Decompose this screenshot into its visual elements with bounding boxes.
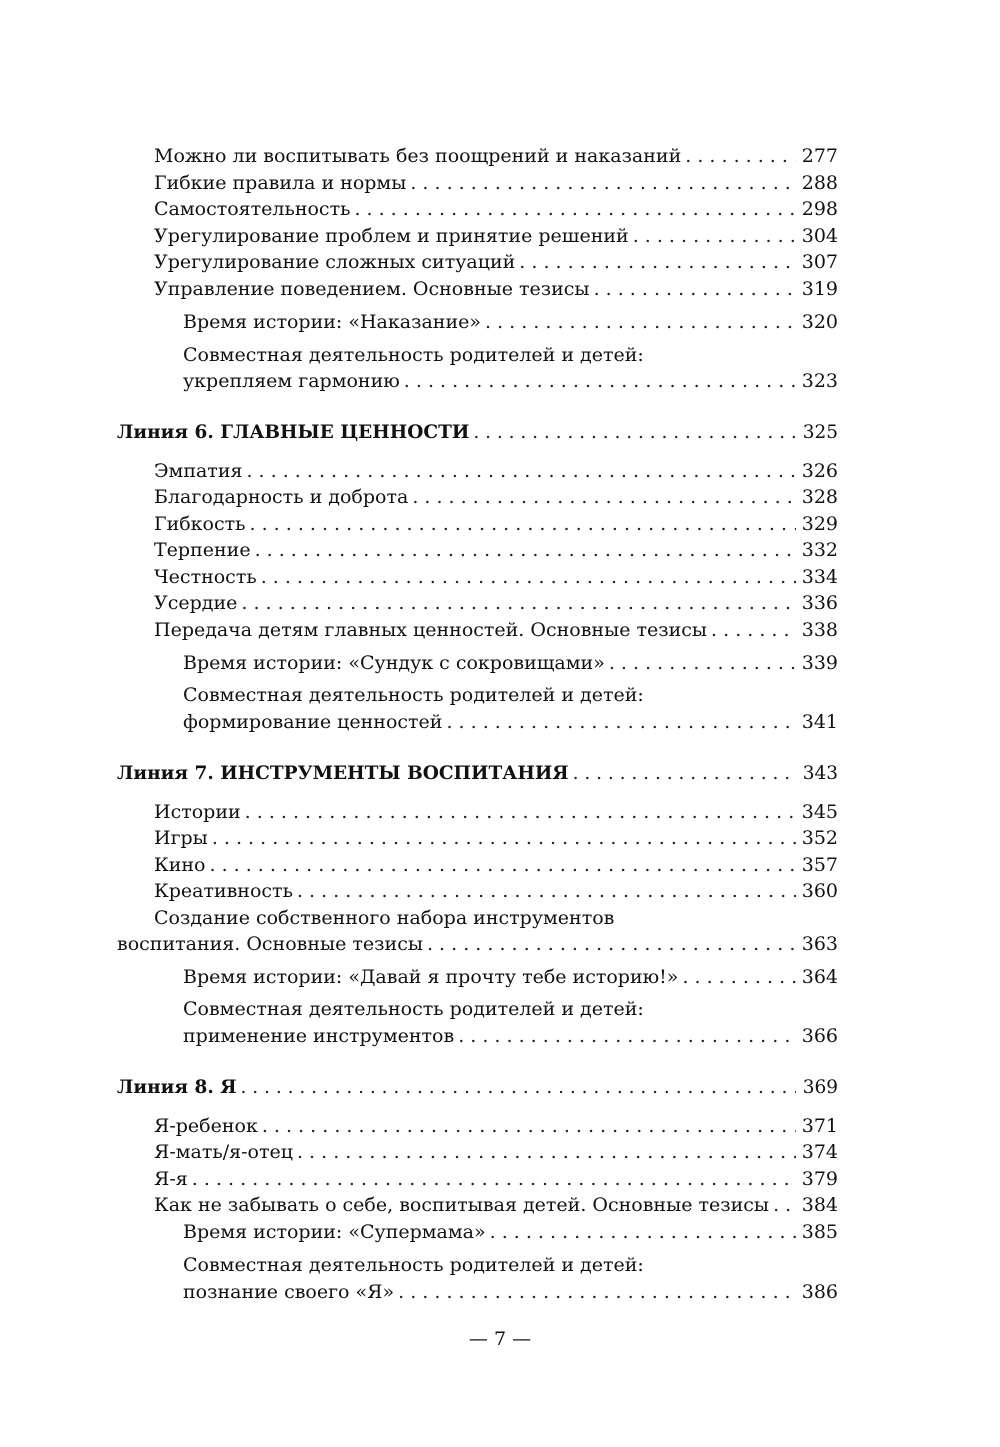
toc-entry-title: Я-ребенок: [154, 1115, 258, 1137]
toc-entry-page: 364: [801, 966, 838, 988]
toc-entry: [117, 170, 838, 196]
toc-entry: [117, 143, 838, 169]
toc-entry-title: воспитания. Основные тезисы: [117, 933, 423, 955]
toc-entry-first-line: Совместная деятельность родителей и детей:: [183, 344, 644, 366]
dot-leader: [773, 1192, 796, 1218]
toc-section-title: Линия 6. ГЛАВНЫЕ ЦЕННОСТИ: [117, 422, 470, 443]
toc-entry-page: 384: [801, 1194, 838, 1216]
toc-entry-title: Честность: [154, 566, 257, 588]
dot-leader: [212, 825, 796, 851]
toc-entry-page: 307: [801, 251, 838, 273]
toc-entry-title: формирование ценностей: [183, 711, 443, 733]
dot-leader: [410, 170, 796, 196]
toc-entry-page: 345: [801, 801, 838, 823]
toc-entry-title: Время истории: «Наказание»: [183, 311, 481, 333]
toc-entry: [117, 511, 838, 537]
toc-entry-title: познание своего «Я»: [183, 1281, 395, 1303]
toc-entry-first-line: Создание собственного набора инструментов: [154, 907, 615, 929]
toc-section-title: Линия 7. ИНСТРУМЕНТЫ ВОСПИТАНИЯ: [117, 763, 569, 784]
toc-entry-title: Игры: [154, 827, 208, 849]
dot-leader: [255, 537, 796, 563]
toc-entry: [117, 709, 838, 735]
page-number: — 7 —: [468, 1328, 532, 1350]
toc-entry-title: Я-я: [154, 1168, 188, 1190]
toc-entry-page: 341: [801, 711, 838, 733]
toc-entry-page: 339: [801, 652, 838, 674]
dot-leader: [262, 1113, 796, 1139]
toc-entry-title: Как не забывать о себе, воспитывая детей. Основные тезисы: [154, 1194, 770, 1216]
table-of-contents: [117, 0, 838, 1447]
toc-entry: [117, 964, 838, 990]
toc-entry: [117, 931, 838, 957]
toc-entry-title: Усердие: [154, 592, 238, 614]
toc-entry-title: Урегулирование проблем и принятие решений: [154, 225, 629, 247]
toc-entry-page: 338: [801, 619, 838, 641]
toc-entry: [117, 368, 838, 394]
toc-entry-title: Гибкие правила и нормы: [154, 172, 407, 194]
dot-leader: [246, 458, 796, 484]
dot-leader: [241, 1075, 796, 1101]
toc-entry-title: Урегулирование сложных ситуаций: [154, 251, 516, 273]
toc-entry: [117, 564, 838, 590]
toc-entry: [117, 617, 838, 643]
toc-entry-title: Кино: [154, 854, 206, 876]
toc-entry: [117, 1219, 838, 1245]
dot-leader: [412, 484, 796, 510]
toc-entry: [117, 825, 838, 851]
dot-leader: [573, 761, 796, 787]
dot-leader: [473, 420, 796, 446]
dot-leader: [490, 1219, 796, 1245]
toc-entry-page: 325: [802, 422, 838, 443]
dot-leader: [250, 511, 797, 537]
toc-entry-page: 379: [801, 1168, 838, 1190]
toc-entry: [117, 458, 838, 484]
toc-entry: [117, 484, 838, 510]
toc-entry-title: Управление поведением. Основные тезисы: [154, 278, 590, 300]
toc-entry-page: 360: [801, 880, 838, 902]
toc-entry-title: Время истории: «Супермама»: [183, 1221, 486, 1243]
toc-entry-title: укрепляем гармонию: [183, 370, 400, 392]
toc-entry: [117, 1192, 838, 1218]
toc-entry: [117, 878, 838, 904]
toc-section-heading: [117, 761, 838, 787]
toc-entry-title: Я-мать/я-отец: [154, 1141, 293, 1163]
dot-leader: [633, 223, 796, 249]
dot-leader: [427, 931, 796, 957]
toc-entry: [117, 1166, 838, 1192]
toc-entry-title: Креативность: [154, 880, 293, 902]
toc-section-title: Линия 8. Я: [117, 1077, 237, 1098]
toc-entry: [117, 650, 838, 676]
dot-leader: [241, 590, 796, 616]
dot-leader: [297, 1139, 796, 1165]
toc-entry-page: 371: [801, 1115, 838, 1137]
dot-leader: [682, 964, 796, 990]
dot-leader: [485, 309, 796, 335]
toc-entry-page: 288: [801, 172, 838, 194]
toc-entry: [117, 276, 838, 302]
toc-entry-title: Самостоятельность: [154, 198, 351, 220]
toc-entry: [117, 852, 838, 878]
dot-leader: [446, 709, 796, 735]
toc-entry-page: 319: [801, 278, 838, 300]
toc-entry: [117, 799, 838, 825]
toc-entry-page: 363: [801, 933, 838, 955]
toc-entry-page: 329: [801, 513, 838, 535]
toc-entry-page: 369: [802, 1077, 838, 1098]
toc-entry: [117, 196, 838, 222]
toc-entry-page: 386: [801, 1281, 838, 1303]
toc-entry-page: 374: [801, 1141, 838, 1163]
toc-entry-page: 334: [801, 566, 838, 588]
toc-entry-title: Время истории: «Давай я прочту тебе историю!»: [183, 966, 679, 988]
dot-leader: [209, 852, 796, 878]
toc-entry-page: 385: [801, 1221, 838, 1243]
toc-entry-first-line: Совместная деятельность родителей и детей:: [183, 684, 644, 706]
toc-entry-page: 320: [801, 311, 838, 333]
toc-entry-title: Время истории: «Сундук с сокровищами»: [183, 652, 605, 674]
toc-entry-page: 332: [801, 539, 838, 561]
dot-leader: [609, 650, 796, 676]
dot-leader: [297, 878, 796, 904]
toc-entry-page: 326: [801, 460, 838, 482]
toc-entry-page: 323: [801, 370, 838, 392]
toc-entry-title: Истории: [154, 801, 241, 823]
toc-entry-page: 328: [801, 486, 838, 508]
toc-section-heading: [117, 1075, 838, 1101]
dot-leader: [398, 1279, 796, 1305]
toc-entry: [117, 590, 838, 616]
toc-entry: [117, 537, 838, 563]
toc-entry-title: Гибкость: [154, 513, 246, 535]
dot-leader: [192, 1166, 796, 1192]
dot-leader: [685, 143, 796, 169]
toc-entry: [117, 1113, 838, 1139]
toc-entry-page: 336: [801, 592, 838, 614]
toc-entry-title: Передача детям главных ценностей. Основные тезисы: [154, 619, 708, 641]
toc-entry-title: применение инструментов: [183, 1025, 455, 1047]
toc-entry-title: Терпение: [154, 539, 251, 561]
dot-leader: [594, 276, 796, 302]
toc-entry-first-line: Совместная деятельность родителей и детей:: [183, 1254, 644, 1276]
toc-entry: [117, 249, 838, 275]
dot-leader: [261, 564, 796, 590]
toc-entry-title: Эмпатия: [154, 460, 243, 482]
dot-leader: [458, 1023, 796, 1049]
toc-entry-title: Можно ли воспитывать без поощрений и наказаний: [154, 145, 682, 167]
toc-entry: [117, 309, 838, 335]
toc-entry-first-line: Совместная деятельность родителей и детей:: [183, 998, 644, 1020]
dot-leader: [354, 196, 796, 222]
dot-leader: [711, 617, 796, 643]
toc-entry-page: 298: [801, 198, 838, 220]
toc-entry-title: Благодарность и доброта: [154, 486, 409, 508]
toc-entry: [117, 1279, 838, 1305]
toc-entry-page: 366: [801, 1025, 838, 1047]
dot-leader: [519, 249, 796, 275]
toc-entry: [117, 1023, 838, 1049]
toc-entry-page: 357: [801, 854, 838, 876]
toc-entry-page: 352: [801, 827, 838, 849]
dot-leader: [404, 368, 796, 394]
toc-entry: [117, 1139, 838, 1165]
toc-entry-page: 304: [801, 225, 838, 247]
toc-section-heading: [117, 420, 838, 446]
toc-entry-page: 277: [801, 145, 838, 167]
toc-entry-page: 343: [802, 763, 838, 784]
dot-leader: [245, 799, 796, 825]
toc-entry: [117, 223, 838, 249]
